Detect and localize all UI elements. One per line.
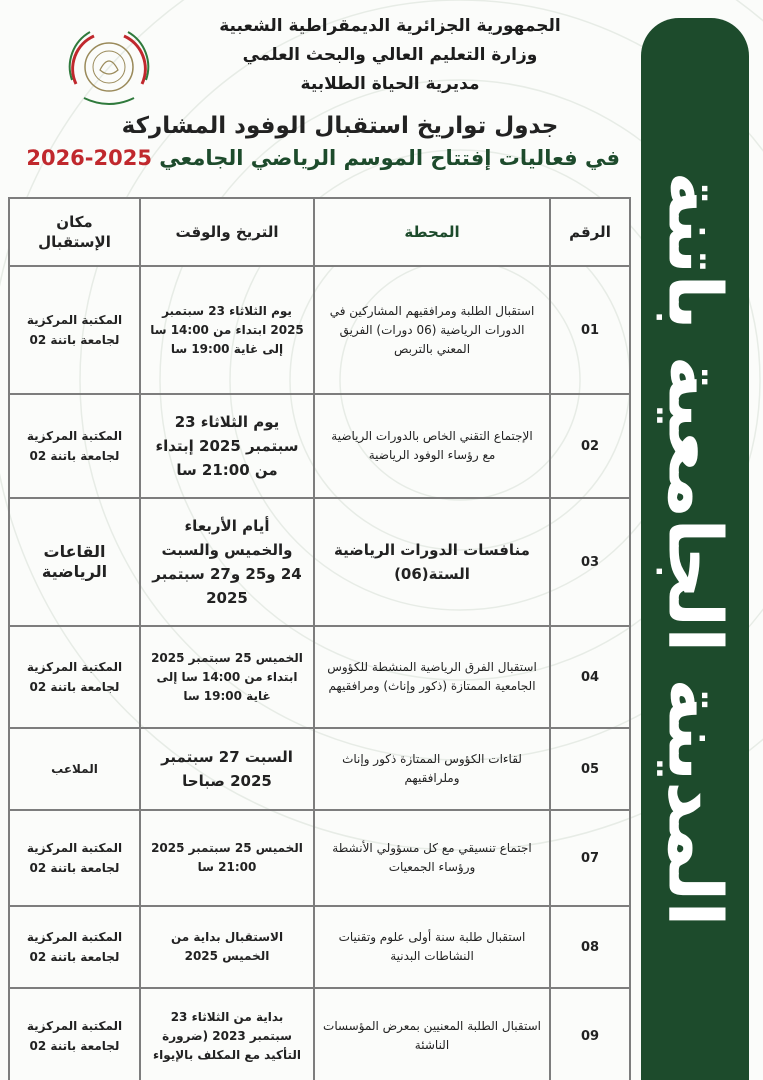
- schedule-table: [8, 197, 631, 1080]
- header-datetime: التريخ والوقت: [140, 198, 314, 266]
- row-number: 09: [550, 988, 630, 1080]
- row-station: استقبال الطلبة ومرافقيهم المشاركين في الدورات الرياضية (06 دورات) الفريق المعني بالتربص: [314, 266, 550, 394]
- row-number: 04: [550, 626, 630, 728]
- row-station: استقبال الطلبة المعنيين بمعرض المؤسسات الناشئة: [314, 988, 550, 1080]
- row-number: 05: [550, 728, 630, 810]
- header-ministry: وزارة التعليم العالي والبحث العلمي: [242, 45, 538, 65]
- row-datetime: الخميس 25 سبتمبر 2025 21:00 سا: [140, 810, 314, 906]
- header-station: المحطة: [314, 198, 550, 266]
- title-main: جدول تواريخ استقبال الوفود المشاركة: [121, 113, 559, 139]
- row-station: استقبال طلبة سنة أولى علوم وتقنيات النشاطات البدنية: [314, 906, 550, 988]
- header-directorate: مديرية الحياة الطلابية: [300, 74, 480, 94]
- table-row: [9, 498, 630, 626]
- row-place: المكتبة المركزية لجامعة باتنة 02: [9, 906, 140, 988]
- row-number: 08: [550, 906, 630, 988]
- table-row: [9, 906, 630, 988]
- row-number: 02: [550, 394, 630, 498]
- row-station: منافسات الدورات الرياضية الستة(06): [314, 498, 550, 626]
- row-place: المكتبة المركزية لجامعة باتنة 02: [9, 394, 140, 498]
- row-station: لقاءات الكؤوس الممتازة ذكور وإناث وملرافقيهم: [314, 728, 550, 810]
- table-row: [9, 988, 630, 1080]
- row-datetime: السبت 27 سبتمبر 2025 صباحا: [140, 728, 314, 810]
- title-year: 2025-2026: [26, 146, 152, 170]
- header: [160, 12, 620, 99]
- side-banner: [641, 18, 749, 1080]
- row-number: 07: [550, 810, 630, 906]
- row-place: المكتبة المركزية لجامعة باتنة 02: [9, 626, 140, 728]
- table-row: [9, 394, 630, 498]
- document-title: [26, 110, 620, 174]
- table-row: [9, 626, 630, 728]
- side-banner-text: المدينة الجامعية باتنة: [652, 171, 739, 927]
- title-sub-text: في فعاليات إفتتاح الموسم الرياضي الجامعي: [159, 146, 620, 170]
- table-row: [9, 266, 630, 394]
- title-sub: [26, 142, 620, 174]
- table-row: [9, 728, 630, 810]
- row-datetime: أيام الأربعاء والخميس والسبت 24 و25 و27 سبتمبر 2025: [140, 498, 314, 626]
- university-seal-icon: [64, 22, 154, 112]
- header-place: مكان الإستقبال: [9, 198, 140, 266]
- row-datetime: الخميس 25 سبتمبر 2025 ابتداء من 14:00 سا إلى غاية 19:00 سا: [140, 626, 314, 728]
- row-station: اجتماع تنسيقي مع كل مسؤولي الأنشطة ورؤساء الجمعيات: [314, 810, 550, 906]
- row-place: المكتبة المركزية لجامعة باتنة 02: [9, 988, 140, 1080]
- row-number: 03: [550, 498, 630, 626]
- row-datetime: الاستقبال بداية من الخميس 2025: [140, 906, 314, 988]
- row-datetime: يوم الثلاثاء 23 سبتمبر 2025 ابتداء من 14:00 سا إلى غاية 19:00 سا: [140, 266, 314, 394]
- row-place: الملاعب: [9, 728, 140, 810]
- header-number: الرقم: [550, 198, 630, 266]
- row-station: استقبال الفرق الرياضية المنشطة للكؤوس الجامعية الممتازة (ذكور وإناث) ومرافقيهم: [314, 626, 550, 728]
- header-republic: الجمهورية الجزائرية الديمقراطية الشعبية: [219, 16, 561, 36]
- row-datetime: بداية من الثلاثاء 23 سبتمبر 2023 (ضرورة التأكيد مع المكلف بالإيواء: [140, 988, 314, 1080]
- table-header-row: [9, 198, 630, 266]
- row-datetime: يوم الثلاثاء 23 سبتمبر 2025 إبتداء من 21:00 سا: [140, 394, 314, 498]
- row-place: القاعات الرياضية: [9, 498, 140, 626]
- row-station: الإجتماع التقني الخاص بالدورات الرياضية مع رؤساء الوفود الرياضية: [314, 394, 550, 498]
- row-place: المكتبة المركزية لجامعة باتنة 02: [9, 810, 140, 906]
- row-number: 01: [550, 266, 630, 394]
- table-row: [9, 810, 630, 906]
- row-place: المكتبة المركزية لجامعة باتنة 02: [9, 266, 140, 394]
